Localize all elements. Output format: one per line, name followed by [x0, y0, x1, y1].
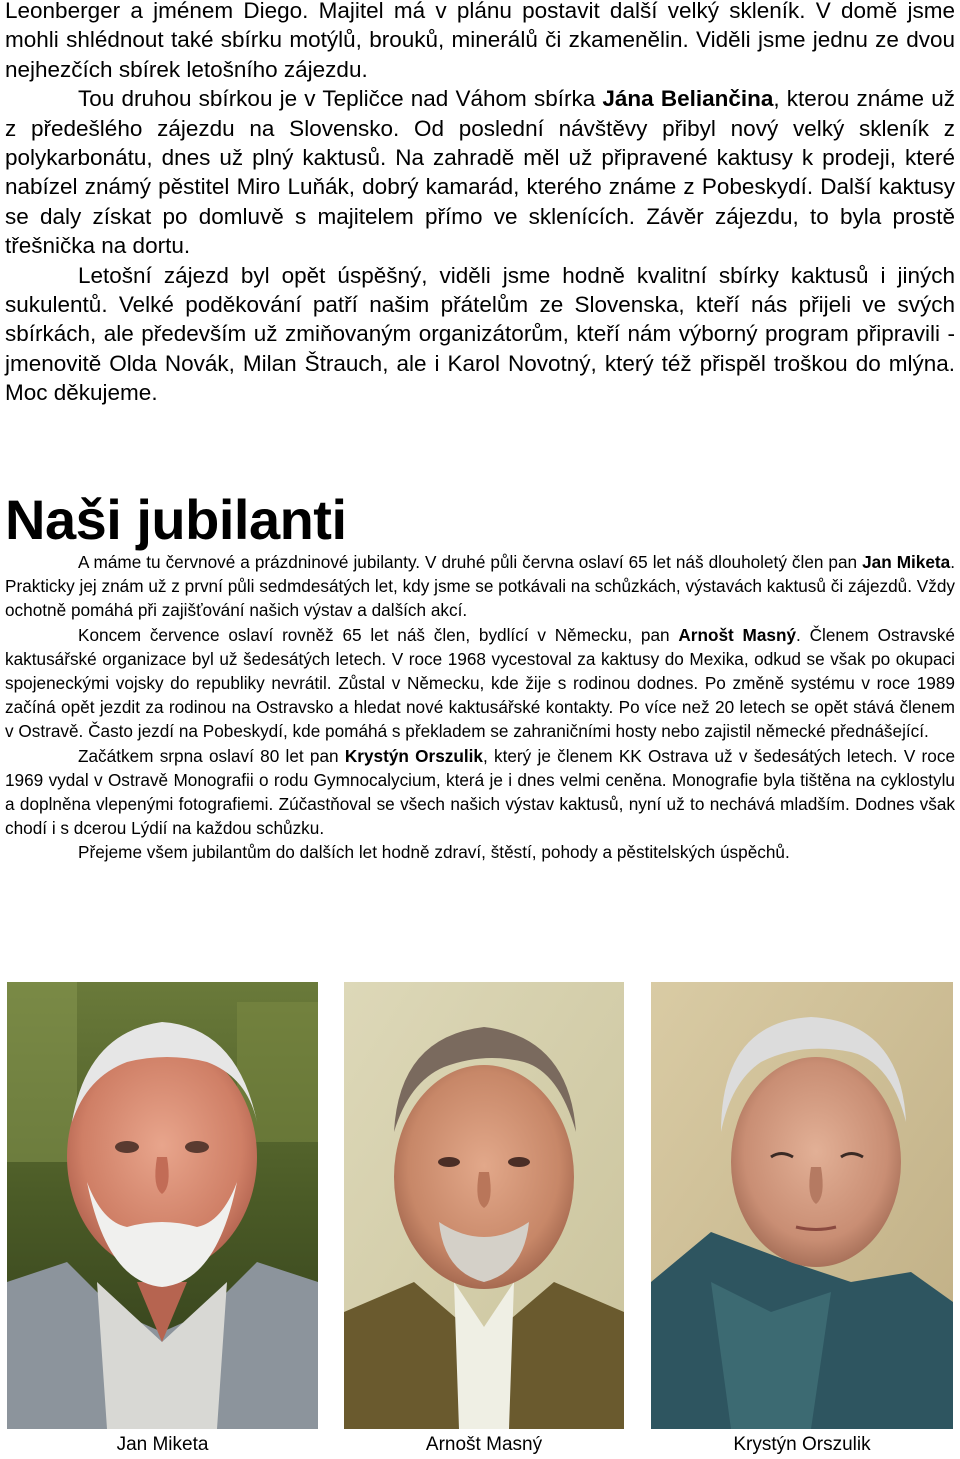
paragraph [5, 84, 955, 260]
paragraph-text: , který je členem KK Ostrava už v šedesátých letech. V roce 1969 vydal v Ostravě Monografii o rodu Gymnocalycium, která je i dnes velmi ceněna. Monografie byla tištěna na cyklostylu a doplněna vlepenými fotografiemi. Zúčastňoval se všech našich výstav kaktusů, nyní už to nechává mladším. Dodnes však chodí i s dcerou Lýdií na každou schůzku. [5, 745, 955, 839]
paragraph [5, 0, 955, 84]
section-heading: Naši jubilanti [5, 488, 347, 551]
paragraph-text: Leonberger a jménem Diego. Majitel má v plánu postavit další velký skleník. V domě jsme mohli shlédnout také sbírku motýlů, brouků, minerálů či zkamenělin. Viděli jsme jednu ze dvou nejhezčích sbírek letošního zájezdu. [5, 0, 955, 82]
paragraph [5, 623, 955, 744]
photo-caption: Arnošt Masný [425, 1434, 543, 1455]
paragraph-text: , kterou známe už z předešlého zájezdu na Slovensko. Od poslední návštěvy přibyl nový velký skleník z polykarbonátu, dnes už plný kaktusů. Na zahradě měl už připravené kaktusy k prodeji, které nabízel známý pěstitel Miro Luňák, dobrý kamarád, kterého známe z Pobeskydí. Další kaktusy se daly získat po domluvě s majitelem přímo ve sklenících. Závěr zájezdu, to byla prostě třešnička na dortu. [5, 86, 955, 259]
portrait-image [344, 982, 624, 1429]
trip-report-continuation [5, 0, 955, 408]
paragraph [5, 261, 955, 408]
jubilant-photos [0, 982, 960, 1459]
jubilant-name: Arnošt Masný [678, 624, 797, 645]
paragraph-text: . Členem Ostravské kaktusářské organizace byl už šedesátých letech. V roce 1968 vycestoval za kaktusy do Mexika, odkud se však po okupaci spojeneckými vojsky do republiky nevrátil. Zůstal v Německu, kde žije s rodinou dodnes. Po změně systému v roce 1989 začíná opět jezdit za rodinou na Ostravsko a hledat nové kaktusářské kontakty. Po více než 20 letech se opět stává členem v Ostravě. Často jezdí na Pobeskydí, kde pomáhá s překladem se zahraničními hosty nebo zajistil německé přednášející. [5, 624, 955, 742]
photo-caption: Jan Miketa [116, 1434, 209, 1455]
paragraph-text: A máme tu červnové a prázdninové jubilanty. V druhé půli června oslaví 65 let náš dlouholetý člen pan [78, 552, 863, 572]
jubilants-section [5, 550, 955, 865]
paragraph [5, 744, 955, 841]
paragraph-text: Tou druhou sbírkou je v Tepličce nad Váhom sbírka [78, 86, 603, 112]
photo-caption: Krystýn Orszulik [733, 1434, 871, 1455]
portrait-photo [344, 982, 624, 1429]
jubilant-name: Jan Miketa [862, 552, 951, 572]
portrait-image [651, 982, 953, 1429]
portrait-photo [7, 982, 318, 1429]
paragraph-text: Koncem července oslaví rovněž 65 let náš člen, bydlící v Německu, pan [78, 624, 679, 645]
paragraph-text: Přejeme všem jubilantům do dalších let hodně zdraví, štěstí, pohody a pěstitelských úspěchů. [78, 842, 790, 863]
paragraph [5, 550, 955, 623]
portrait-photo [651, 982, 953, 1429]
portrait-image [7, 982, 318, 1429]
photo-card [7, 982, 318, 1455]
photo-card [651, 982, 953, 1455]
collector-name: Jána Beliančina [602, 86, 774, 112]
jubilant-name: Krystýn Orszulik [344, 745, 483, 766]
paragraph-text: Začátkem srpna oslaví 80 let pan [78, 745, 345, 766]
paragraph-text: . Prakticky jej znám už z první půli sedmdesátých let, kdy jsme se potkávali na schůzkách, výstavách kaktusů či zájezdů. Vždy ochotně pomáhá při zajišťování našich výstav a dalších akcí. [5, 552, 955, 621]
paragraph-text: Letošní zájezd byl opět úspěšný, viděli jsme hodně kvalitní sbírky kaktusů i jiných sukulentů. Velké poděkování patří našim přátelům ze Slovenska, kteří nás přijeli ve svých sbírkách, ale především už zmiňovaným organizátorům, kteří nám výborný program připravili - jmenovitě Olda Novák, Milan Štrauch, ale i Karol Novotný, který též přispěl troškou do mlýna. Moc děkujeme. [5, 262, 955, 406]
photo-card [344, 982, 624, 1455]
paragraph [5, 840, 955, 864]
